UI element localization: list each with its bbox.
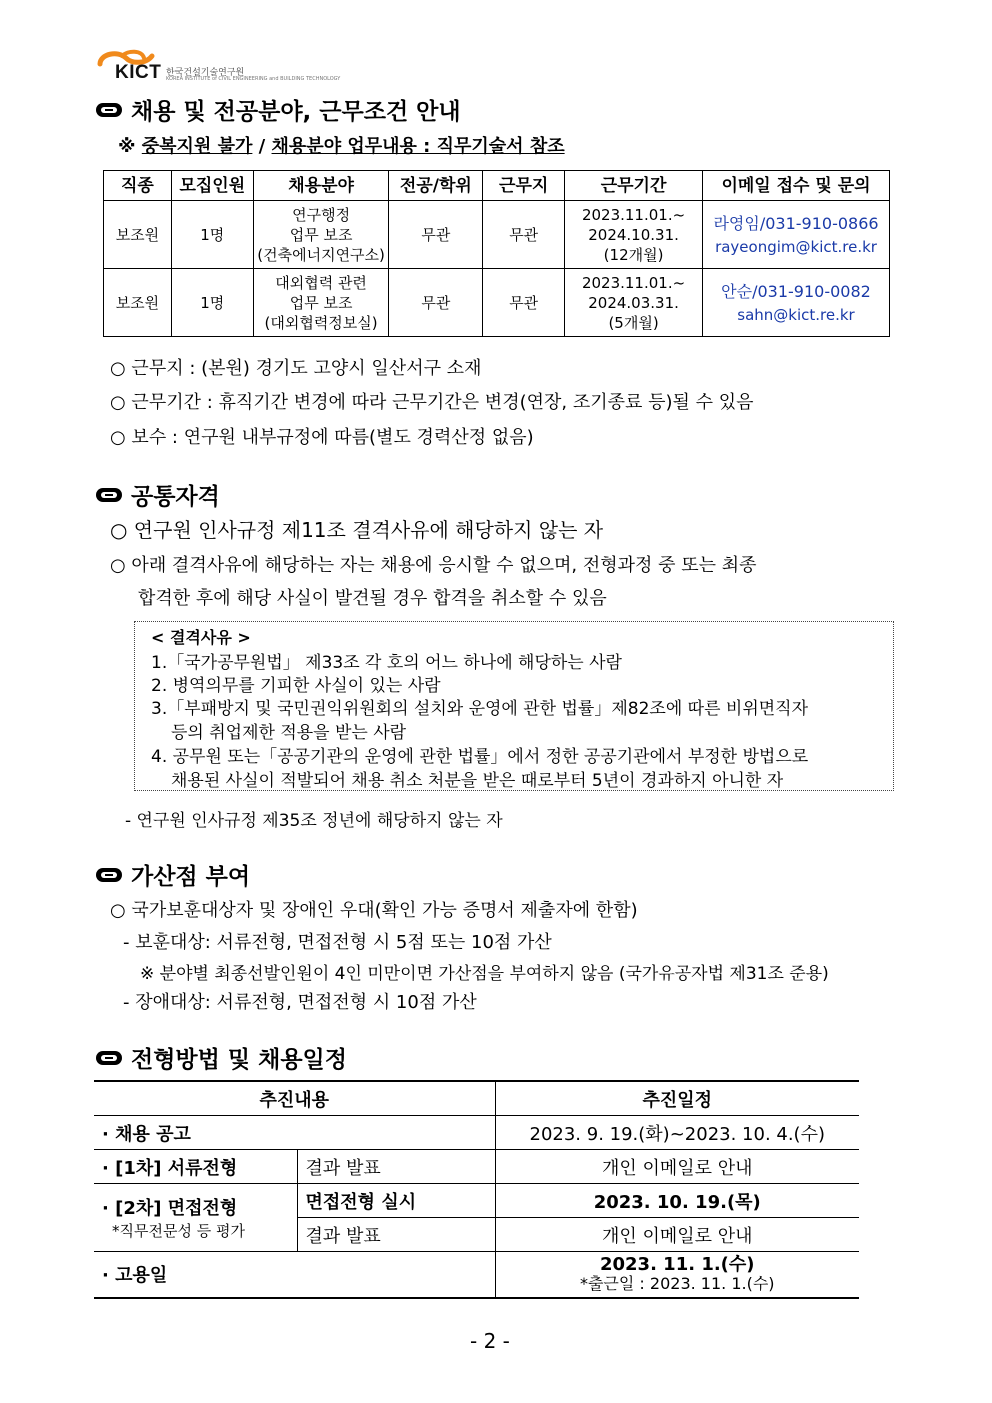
section-title-common bbox=[95, 478, 220, 511]
link-icon bbox=[95, 485, 123, 505]
box-title: < 결격사유 > bbox=[151, 628, 251, 647]
contact-email-link[interactable]: rayeongim@kict.re.kr bbox=[715, 237, 877, 256]
schedule-item bbox=[94, 1184, 297, 1252]
schedule-header-content: 추진내용 bbox=[94, 1081, 495, 1116]
schedule-subitem: 결과 발표 bbox=[297, 1150, 495, 1184]
common-line-2b: 합격한 후에 해당 사실이 발견될 경우 합격을 취소할 수 있음 bbox=[138, 588, 607, 609]
job-period-line: 2023.11.01.~ bbox=[581, 273, 686, 292]
schedule-date: 2023. 9. 19.(화)~2023. 10. 4.(수) bbox=[495, 1116, 859, 1150]
schedule-subitem: 결과 발표 bbox=[297, 1218, 495, 1252]
schedule-item: · [1차] 서류전형 bbox=[94, 1150, 297, 1184]
job-period-line: 2024.10.31. bbox=[588, 225, 679, 244]
notice-mark: ※ bbox=[118, 136, 136, 157]
table-row bbox=[94, 1184, 859, 1218]
header-cell: 근무지 bbox=[483, 171, 565, 201]
job-field-line: 업무 보조 bbox=[289, 293, 353, 312]
page-number: - 2 - bbox=[470, 1329, 510, 1353]
schedule-date: 2023. 10. 19.(목) bbox=[495, 1184, 859, 1218]
job-field-line: 연구행정 bbox=[292, 205, 351, 224]
bonus-line-1: ○ 국가보훈대상자 및 장애인 우대(확인 가능 증명서 제출자에 한함) bbox=[110, 900, 638, 921]
job-period bbox=[565, 269, 703, 337]
notice-line bbox=[118, 132, 565, 158]
contact-phone: 라영임/031-910-0866 bbox=[713, 213, 879, 233]
table-row bbox=[104, 201, 890, 269]
box-item-3a: 3.「부패방지 및 국민권익위원회의 설치와 운영에 관한 법률」제82조에 따른 비위면직자 bbox=[151, 699, 809, 719]
schedule-date-sub: *출근일 : 2023. 11. 1.(수) bbox=[579, 1274, 775, 1294]
box-item-2: 2. 병역의무를 기피한 사실이 있는 사람 bbox=[151, 676, 441, 696]
table-row bbox=[104, 269, 890, 337]
logo-text: KICT bbox=[115, 62, 162, 83]
schedule-date: 개인 이메일로 안내 bbox=[495, 1218, 859, 1252]
job-field-line: 대외협력 관련 bbox=[275, 273, 367, 292]
job-place: 무관 bbox=[483, 269, 565, 337]
box-item-1: 1.「국가공무원법」 제33조 각 호의 어느 하나에 해당하는 사람 bbox=[151, 653, 622, 673]
header-cell: 직종 bbox=[104, 171, 172, 201]
schedule-header-date: 추진일정 bbox=[495, 1081, 859, 1116]
job-period-line: (5개월) bbox=[608, 313, 659, 332]
section-title-text: 가산점 부여 bbox=[131, 864, 251, 890]
header-cell: 모집인원 bbox=[171, 171, 253, 201]
section-title-schedule bbox=[95, 1041, 347, 1074]
condition-period: ○ 근무기간 : 휴직기간 변경에 따라 근무기간은 변경(연장, 조기종료 등)될 수 있음 bbox=[110, 392, 754, 413]
common-line-2a: ○ 아래 결격사유에 해당하는 자는 채용에 응시할 수 없으며, 전형과정 중 또는 최종 bbox=[110, 555, 757, 576]
job-period-line: (12개월) bbox=[603, 245, 664, 264]
logo-name-ko: 한국건설기술연구원 bbox=[166, 68, 245, 78]
box-item-4a: 4. 공무원 또는「공공기관의 운영에 관한 법률」에서 정한 공공기관에서 부정한 방법으로 bbox=[151, 747, 809, 767]
link-icon bbox=[95, 865, 123, 885]
job-major: 무관 bbox=[389, 201, 483, 269]
table-row bbox=[94, 1150, 859, 1184]
section-title-text: 채용 및 전공분야, 근무조건 안내 bbox=[131, 99, 461, 125]
box-item-4b: 채용된 사실이 적발되어 채용 취소 처분을 받은 때로부터 5년이 경과하지 아니한 자 bbox=[171, 771, 784, 791]
table-row bbox=[94, 1116, 859, 1150]
bonus-line-3: ※ 분야별 최종선발인원이 4인 미만이면 가산점을 부여하지 않음 (국가유공자법 제31조 준용) bbox=[140, 964, 829, 984]
job-period-line: 2024.03.31. bbox=[588, 293, 679, 312]
notice-job-description: 채용분야 업무내용 : 직무기술서 참조 bbox=[271, 136, 565, 157]
job-type: 보조원 bbox=[104, 201, 172, 269]
schedule-item: · 채용 공고 bbox=[94, 1116, 495, 1150]
job-type: 보조원 bbox=[104, 269, 172, 337]
job-major: 무관 bbox=[389, 269, 483, 337]
bonus-line-4: - 장애대상: 서류전형, 면접전형 시 10점 가산 bbox=[123, 992, 477, 1013]
schedule-item: · 고용일 bbox=[94, 1252, 495, 1298]
job-field bbox=[253, 269, 389, 337]
job-place: 무관 bbox=[483, 201, 565, 269]
schedule-subitem: 면접전형 실시 bbox=[297, 1184, 495, 1218]
bonus-line-2: - 보훈대상: 서류전형, 면접전형 시 5점 또는 10점 가산 bbox=[123, 932, 552, 953]
link-icon bbox=[95, 100, 123, 120]
schedule-item-title: · [2차] 면접전형 bbox=[102, 1198, 238, 1219]
job-count: 1명 bbox=[171, 201, 253, 269]
contact-email-link[interactable]: sahn@kict.re.kr bbox=[737, 305, 855, 324]
section-title-bonus bbox=[95, 858, 250, 891]
schedule-date: 개인 이메일로 안내 bbox=[495, 1150, 859, 1184]
header-cell: 전공/학위 bbox=[389, 171, 483, 201]
job-field bbox=[253, 201, 389, 269]
jobs-table bbox=[103, 170, 890, 337]
section-title-recruitment bbox=[95, 93, 461, 126]
job-contact bbox=[703, 201, 890, 269]
header-cell: 근무기간 bbox=[565, 171, 703, 201]
table-row bbox=[94, 1252, 859, 1298]
condition-place: ○ 근무지 : (본원) 경기도 고양시 일산서구 소재 bbox=[110, 358, 482, 379]
notice-duplicate: 중복지원 불가 bbox=[141, 136, 253, 157]
schedule-date-main: 2023. 11. 1.(수) bbox=[599, 1254, 755, 1276]
condition-pay: ○ 보수 : 연구원 내부규정에 따름(별도 경력산정 없음) bbox=[110, 427, 534, 448]
box-item-3b: 등의 취업제한 적용을 받는 사람 bbox=[171, 723, 407, 743]
schedule-item-note: *직무전문성 등 평가 bbox=[112, 1222, 245, 1240]
job-contact bbox=[703, 269, 890, 337]
common-line-1: ○ 연구원 인사규정 제11조 결격사유에 해당하지 않는 자 bbox=[110, 518, 604, 542]
logo-name-en: KOREA INSTITUTE of CIVIL ENGINEERING and BUILDING TECHNOLOGY bbox=[166, 76, 341, 82]
kict-logo bbox=[96, 48, 341, 84]
job-field-line: (대외협력정보실) bbox=[264, 313, 378, 332]
jobs-header-row bbox=[104, 171, 890, 201]
common-line-3: - 연구원 인사규정 제35조 정년에 해당하지 않는 자 bbox=[125, 811, 503, 831]
section-title-text: 전형방법 및 채용일정 bbox=[131, 1047, 347, 1073]
schedule-date bbox=[495, 1252, 859, 1298]
schedule-header-row bbox=[94, 1081, 859, 1116]
job-field-line: 업무 보조 bbox=[289, 225, 353, 244]
header-cell: 이메일 접수 및 문의 bbox=[703, 171, 890, 201]
section-title-text: 공통자격 bbox=[131, 484, 220, 510]
notice-separator: / bbox=[258, 136, 266, 157]
header-cell: 채용분야 bbox=[253, 171, 389, 201]
job-field-line: (건축에너지연구소) bbox=[257, 245, 385, 264]
job-count: 1명 bbox=[171, 269, 253, 337]
job-period-line: 2023.11.01.~ bbox=[581, 205, 686, 224]
disqualification-box bbox=[134, 621, 894, 791]
schedule-table bbox=[94, 1080, 859, 1299]
job-period bbox=[565, 201, 703, 269]
link-icon bbox=[95, 1048, 123, 1068]
contact-phone: 안순/031-910-0082 bbox=[721, 281, 871, 301]
